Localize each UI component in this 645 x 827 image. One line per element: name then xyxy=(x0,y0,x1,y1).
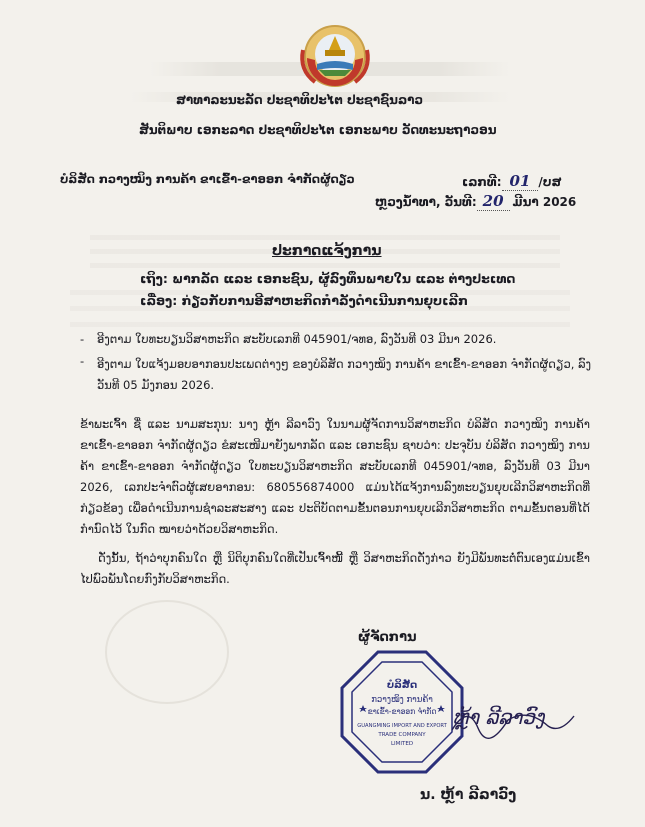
place-date xyxy=(375,192,576,210)
reference-item: ອີງຕາມ ໃບແຈ້ງມອບອາກອນປະເພດຕ່າງໆ ຂອງບໍລິສັດ ກວາງໝິງ ການຄ້າ ຂາເຂົ້າ-ຂາອອກ ຈຳກັດຜູ້ດຽວ, ລົງວັນທີ 05 ມັງກອນ 2026. xyxy=(97,357,592,392)
reference-item: ອີງຕາມ ໃບທະບຽນວິສາຫະກິດ ສະບັບເລກທີ 045901/ຈທອ, ລົງວັນທີ 03 ມີນາ 2026. xyxy=(97,332,497,346)
body-paragraph-2: ດັ່ງນັ້ນ, ຖ້າວ່າບຸກຄົນໃດ ຫຼື ນິຕິບຸກຄົນໃດທີ່ເປັນເຈົ້າໜີ້ ຫຼື ວິສາຫະກິດດັ່ງກ່າວ ຍັງມີພັນທະຕໍ່ຕົນເອງແມ່ນເຂົ້າໄປພົວພັນໂດຍກົງກັບວິສາຫະກິດ. xyxy=(80,551,590,586)
company-name: ບໍລິສັດ ກວາງໝິງ ການຄ້າ ຂາເຂົ້າ-ຂາອອກ ຈຳກັດຜູ້ດຽວ xyxy=(60,172,355,186)
signature-stroke xyxy=(448,700,578,740)
number-suffix: /ບສ xyxy=(538,175,562,189)
stamp-lao-line2: ກວາງໝິງ ການຄ້າ xyxy=(371,695,433,705)
body-paragraph-1: ຂ້າພະເຈົ້າ ຊື່ ແລະ ນາມສະກຸນ: ນາງ ຫຼ້າ ລີລາວົງ ໃນນາມຜູ້ຈັດການວິສາຫະກິດ ບໍລິສັດ ກວາງໝິງ ການຄ້າ ຂາເຂົ້າ-ຂາອອກ ຈຳກັດຜູ້ດຽວ ຂໍສະເໜີມາຍັງພາກລັດ ແລະ ເອກະຊົນ ຊາບວ່າ: ປະຈຸບັນ ບໍລິສັດ ກວາງໝິງ ການຄ້າ ຂາເຂົ້າ-ຂາອອກ ຈຳກັດຜູ້ດຽວ ໃບທະບຽນວິສາຫະກິດ ສະບັບເລກທີ 045901/ຈທອ, ລົງວັນທີ 03 ມີນາ 2026, ເລກປະຈຳຕົວຜູ້ເສຍອາກອນ: 680556874000 ແມ່ນໄດ້ແຈ້ງການລົງທະບຽນຍຸບເລີກວິສາຫະກິດທີ່ກ່ຽວຂ້ອງ ເພື່ອດຳເນີນການຊຳລະສະສາງ ແລະ ປະຕິບັດຕາມຂັ້ນຕອນການຍຸບເລີກວິສາຫະກິດ ຕາມຂັ້ນຕອນທີ່ໄດ້ກຳນົດໄວ້ ໃນກົດ ໝາຍວ່າດ້ວຍວິສາຫະກິດ. xyxy=(80,417,590,536)
country-line-1: ສາທາລະນະລັດ ປະຊາທິປະໄຕ ປະຊາຊົນລາວ xyxy=(176,93,424,107)
document-title: ປະກາດແຈ້ງການ xyxy=(272,243,382,259)
stamp-lao-line3: ຂາເຂົ້າ-ຂາອອກ ຈຳກັດ xyxy=(367,707,437,716)
signer-name: ນ. ຫຼ້າ ລີລາວົງ xyxy=(420,787,517,803)
place-date-prefix: ຫຼວງນ້ຳທາ, ວັນທີ: xyxy=(375,195,477,209)
date-day: 20 xyxy=(477,192,510,211)
number-value: 01 xyxy=(502,172,539,191)
place-date-suffix: ມີນາ 2026 xyxy=(512,195,577,209)
stamp-en-line2: TRADE COMPANY xyxy=(378,732,426,738)
embossed-seal xyxy=(105,600,229,704)
signature: ຫຼ້າ ລີລາວົງ xyxy=(452,705,545,729)
document-number xyxy=(462,172,561,190)
to-line: ເຖິງ: ພາກລັດ ແລະ ເອກະຊົນ, ຜູ້ລົງທຶນພາຍໃນ ແລະ ຕ່າງປະເທດ xyxy=(140,271,516,286)
stamp-en-line3: LIMITED xyxy=(390,741,414,747)
reference-bullet: - xyxy=(80,354,85,368)
stamp-en-line1: GUANGMING IMPORT AND EXPORT xyxy=(357,723,447,729)
stamp-lao-top: ບໍລິສັດ xyxy=(386,680,418,691)
reference-bullet: - xyxy=(80,332,85,346)
subject-line: ເລື່ອງ: ກ່ຽວກັບການອີສາຫະກິດກຳລັງດຳເນີນການຍຸບເລີກ xyxy=(140,293,469,308)
manager-title: ຜູ້ຈັດການ xyxy=(358,630,417,645)
company-stamp xyxy=(338,648,466,776)
number-label: ເລກທີ: xyxy=(462,175,502,189)
national-emblem-icon xyxy=(295,20,375,90)
country-line-2: ສັນຕິພາບ ເອກະລາດ ປະຊາທິປະໄຕ ເອກະພາບ ວັດທະນະຖາວອນ xyxy=(139,123,497,137)
